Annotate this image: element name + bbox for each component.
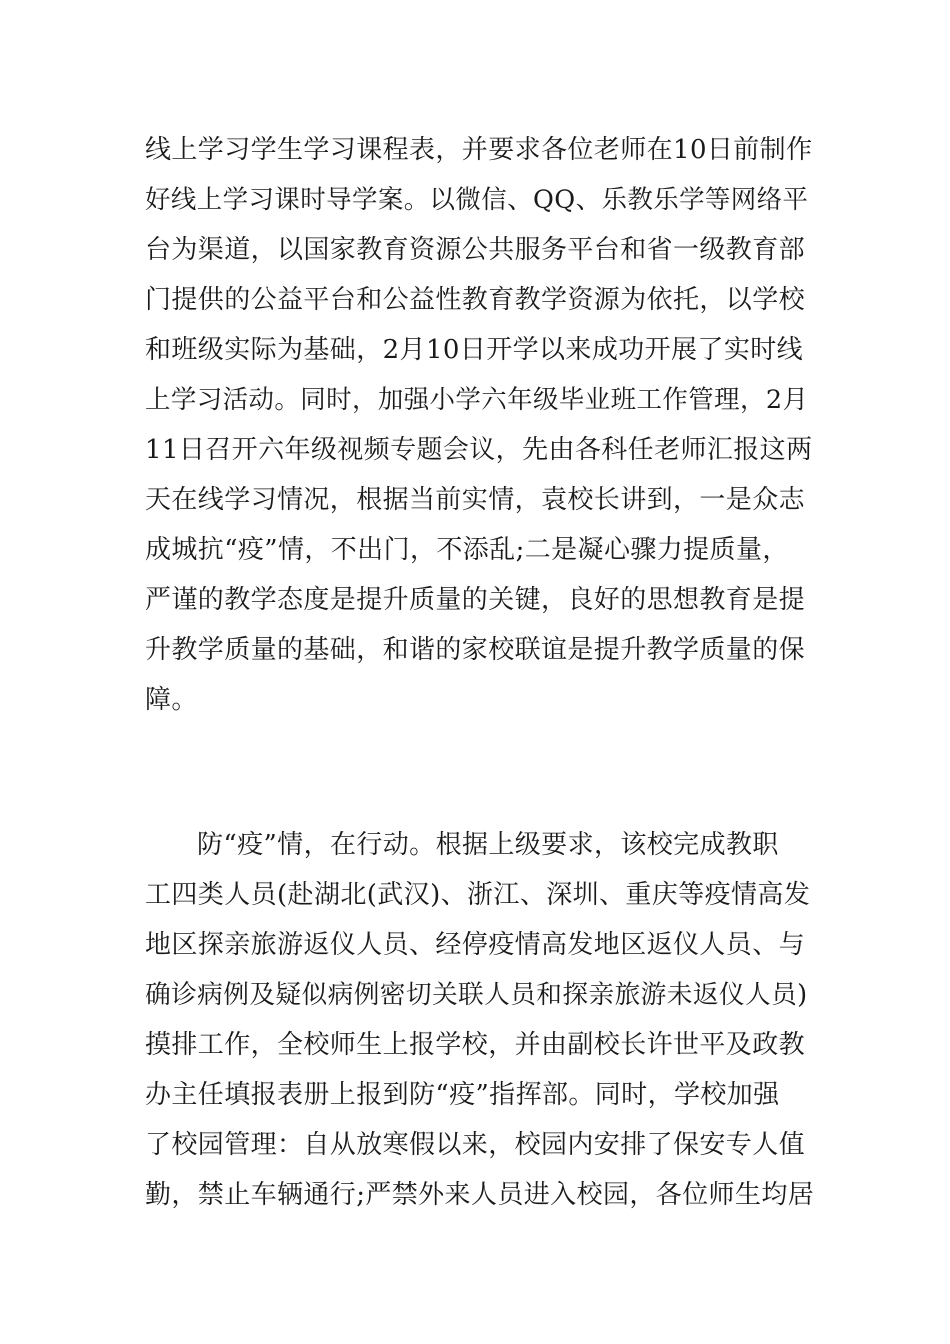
paragraph-line: 和班级实际为基础，2月10日开学以来成功开展了实时线 xyxy=(145,335,804,365)
paragraph-line: 严谨的教学态度是提升质量的关键，良好的思想教育是提 xyxy=(145,585,806,615)
paragraph-line: 天在线学习情况，根据当前实情，袁校长讲到，一是众志 xyxy=(145,485,806,515)
paragraph-line: 11日召开六年级视频专题会议，先由各科任老师汇报这两 xyxy=(145,435,813,465)
paragraph-line: 上学习活动。同时，加强小学六年级毕业班工作管理，2月 xyxy=(145,385,809,415)
paragraph-line: 了校园管理：自从放寒假以来，校园内安排了保安专人值 xyxy=(145,1130,806,1160)
paragraph-line: 线上学习学生学习课程表，并要求各位老师在10日前制作 xyxy=(145,135,813,165)
paragraph-line: 台为渠道，以国家教育资源公共服务平台和省一级教育部 xyxy=(145,235,806,265)
paragraph-line: 障。 xyxy=(145,685,198,715)
paragraph-line: 勤，禁止车辆通行;严禁外来人员进入校园，各位师生均居 xyxy=(145,1180,815,1210)
paragraph-line: 工四类人员(赴湖北(武汉)、浙江、深圳、重庆等疫情高发 xyxy=(145,880,811,910)
paragraph-line: 地区探亲旅游返仪人员、经停疫情高发地区返仪人员、与 xyxy=(145,930,806,960)
paragraph-line: 升教学质量的基础，和谐的家校联谊是提升教学质量的保 xyxy=(145,635,806,665)
paragraph-line: 防“疫”情，在行动。根据上级要求，该校完成教职 xyxy=(197,830,779,860)
paragraph-line: 门提供的公益平台和公益性教育教学资源为依托，以学校 xyxy=(145,285,806,315)
paragraph-line: 办主任填报表册上报到防“疫”指挥部。同时，学校加强 xyxy=(145,1080,780,1110)
paragraph-line: 好线上学习课时导学案。以微信、QQ、乐教乐学等网络平 xyxy=(145,185,809,215)
paragraph-line: 成城抗“疫”情，不出门，不添乱;二是凝心骤力提质量， xyxy=(145,535,789,565)
paragraph-line: 确诊病例及疑似病例密切关联人员和探亲旅游未返仪人员) xyxy=(145,980,808,1010)
paragraph-line: 摸排工作，全校师生上报学校，并由副校长许世平及政教 xyxy=(145,1030,806,1060)
